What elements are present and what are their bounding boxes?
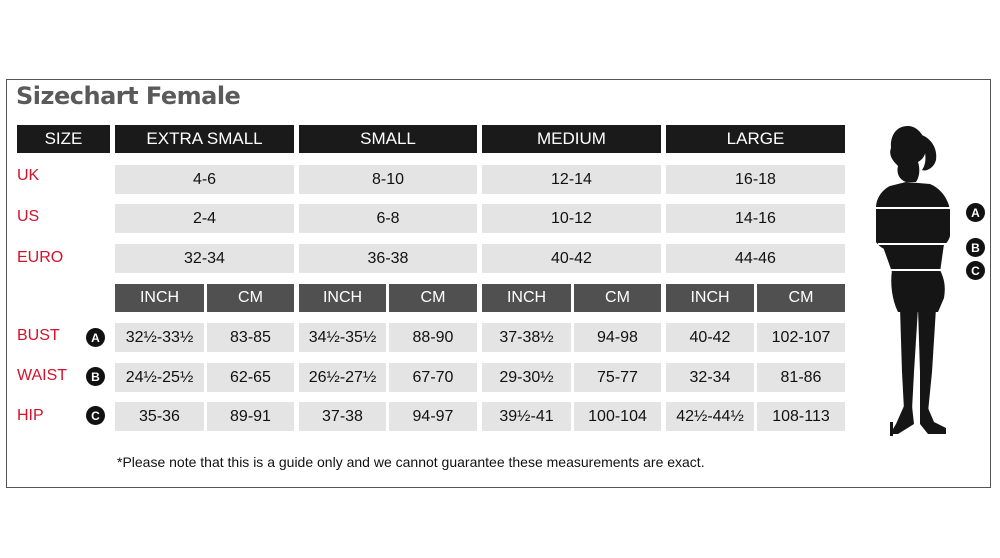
size-col-extra-small: EXTRA SMALL bbox=[115, 125, 294, 153]
uk-cell: 8-10 bbox=[299, 165, 477, 194]
bust-cell: 94-98 bbox=[574, 323, 661, 352]
bust-cell: 40-42 bbox=[666, 323, 754, 352]
row-label-bust: BUST bbox=[17, 327, 60, 344]
waist-cell: 67-70 bbox=[389, 363, 477, 392]
uk-cell: 4-6 bbox=[115, 165, 294, 194]
bust-cell: 83-85 bbox=[207, 323, 294, 352]
bust-cell: 32½-33½ bbox=[115, 323, 204, 352]
uk-cell: 16-18 bbox=[666, 165, 845, 194]
waist-cell: 24½-25½ bbox=[115, 363, 204, 392]
waist-cell: 81-86 bbox=[757, 363, 845, 392]
hip-cell: 100-104 bbox=[574, 402, 661, 431]
row-label-euro: EURO bbox=[17, 249, 64, 266]
bust-cell: 37-38½ bbox=[482, 323, 571, 352]
unit-cm: CM bbox=[574, 284, 661, 312]
row-label-uk: UK bbox=[17, 167, 40, 184]
us-cell: 6-8 bbox=[299, 204, 477, 233]
bust-cell: 102-107 bbox=[757, 323, 845, 352]
hip-cell: 37-38 bbox=[299, 402, 386, 431]
unit-inch: INCH bbox=[666, 284, 754, 312]
euro-cell: 40-42 bbox=[482, 244, 661, 273]
bust-cell: 88-90 bbox=[389, 323, 477, 352]
badge-a-icon: A bbox=[86, 328, 105, 347]
unit-inch: INCH bbox=[482, 284, 571, 312]
figure-badge-c-icon: C bbox=[966, 261, 985, 280]
hip-cell: 35-36 bbox=[115, 402, 204, 431]
bust-cell: 34½-35½ bbox=[299, 323, 386, 352]
size-header: SIZE bbox=[17, 125, 110, 153]
unit-cm: CM bbox=[207, 284, 294, 312]
chart-title: Sizechart Female bbox=[16, 82, 241, 110]
us-cell: 14-16 bbox=[666, 204, 845, 233]
unit-inch: INCH bbox=[115, 284, 204, 312]
euro-cell: 36-38 bbox=[299, 244, 477, 273]
figure-badge-a-icon: A bbox=[966, 203, 985, 222]
uk-cell: 12-14 bbox=[482, 165, 661, 194]
waist-cell: 26½-27½ bbox=[299, 363, 386, 392]
hip-cell: 94-97 bbox=[389, 402, 477, 431]
euro-cell: 32-34 bbox=[115, 244, 294, 273]
waist-cell: 32-34 bbox=[666, 363, 754, 392]
hip-cell: 89-91 bbox=[207, 402, 294, 431]
row-label-us: US bbox=[17, 208, 40, 225]
female-silhouette-icon bbox=[868, 122, 958, 440]
size-col-medium: MEDIUM bbox=[482, 125, 661, 153]
figure-badge-b-icon: B bbox=[966, 238, 985, 257]
waist-cell: 75-77 bbox=[574, 363, 661, 392]
size-col-small: SMALL bbox=[299, 125, 477, 153]
us-cell: 2-4 bbox=[115, 204, 294, 233]
row-label-waist: WAIST bbox=[17, 367, 68, 384]
waist-cell: 62-65 bbox=[207, 363, 294, 392]
unit-cm: CM bbox=[389, 284, 477, 312]
waist-cell: 29-30½ bbox=[482, 363, 571, 392]
hip-cell: 42½-44½ bbox=[666, 402, 754, 431]
unit-cm: CM bbox=[757, 284, 845, 312]
hip-cell: 39½-41 bbox=[482, 402, 571, 431]
size-col-large: LARGE bbox=[666, 125, 845, 153]
badge-b-icon: B bbox=[86, 367, 105, 386]
badge-c-icon: C bbox=[86, 406, 105, 425]
row-label-hip: HIP bbox=[17, 407, 44, 424]
disclaimer-note: *Please note that this is a guide only and we cannot guarantee these measurements are exact. bbox=[117, 454, 705, 470]
us-cell: 10-12 bbox=[482, 204, 661, 233]
hip-cell: 108-113 bbox=[757, 402, 845, 431]
euro-cell: 44-46 bbox=[666, 244, 845, 273]
unit-inch: INCH bbox=[299, 284, 386, 312]
